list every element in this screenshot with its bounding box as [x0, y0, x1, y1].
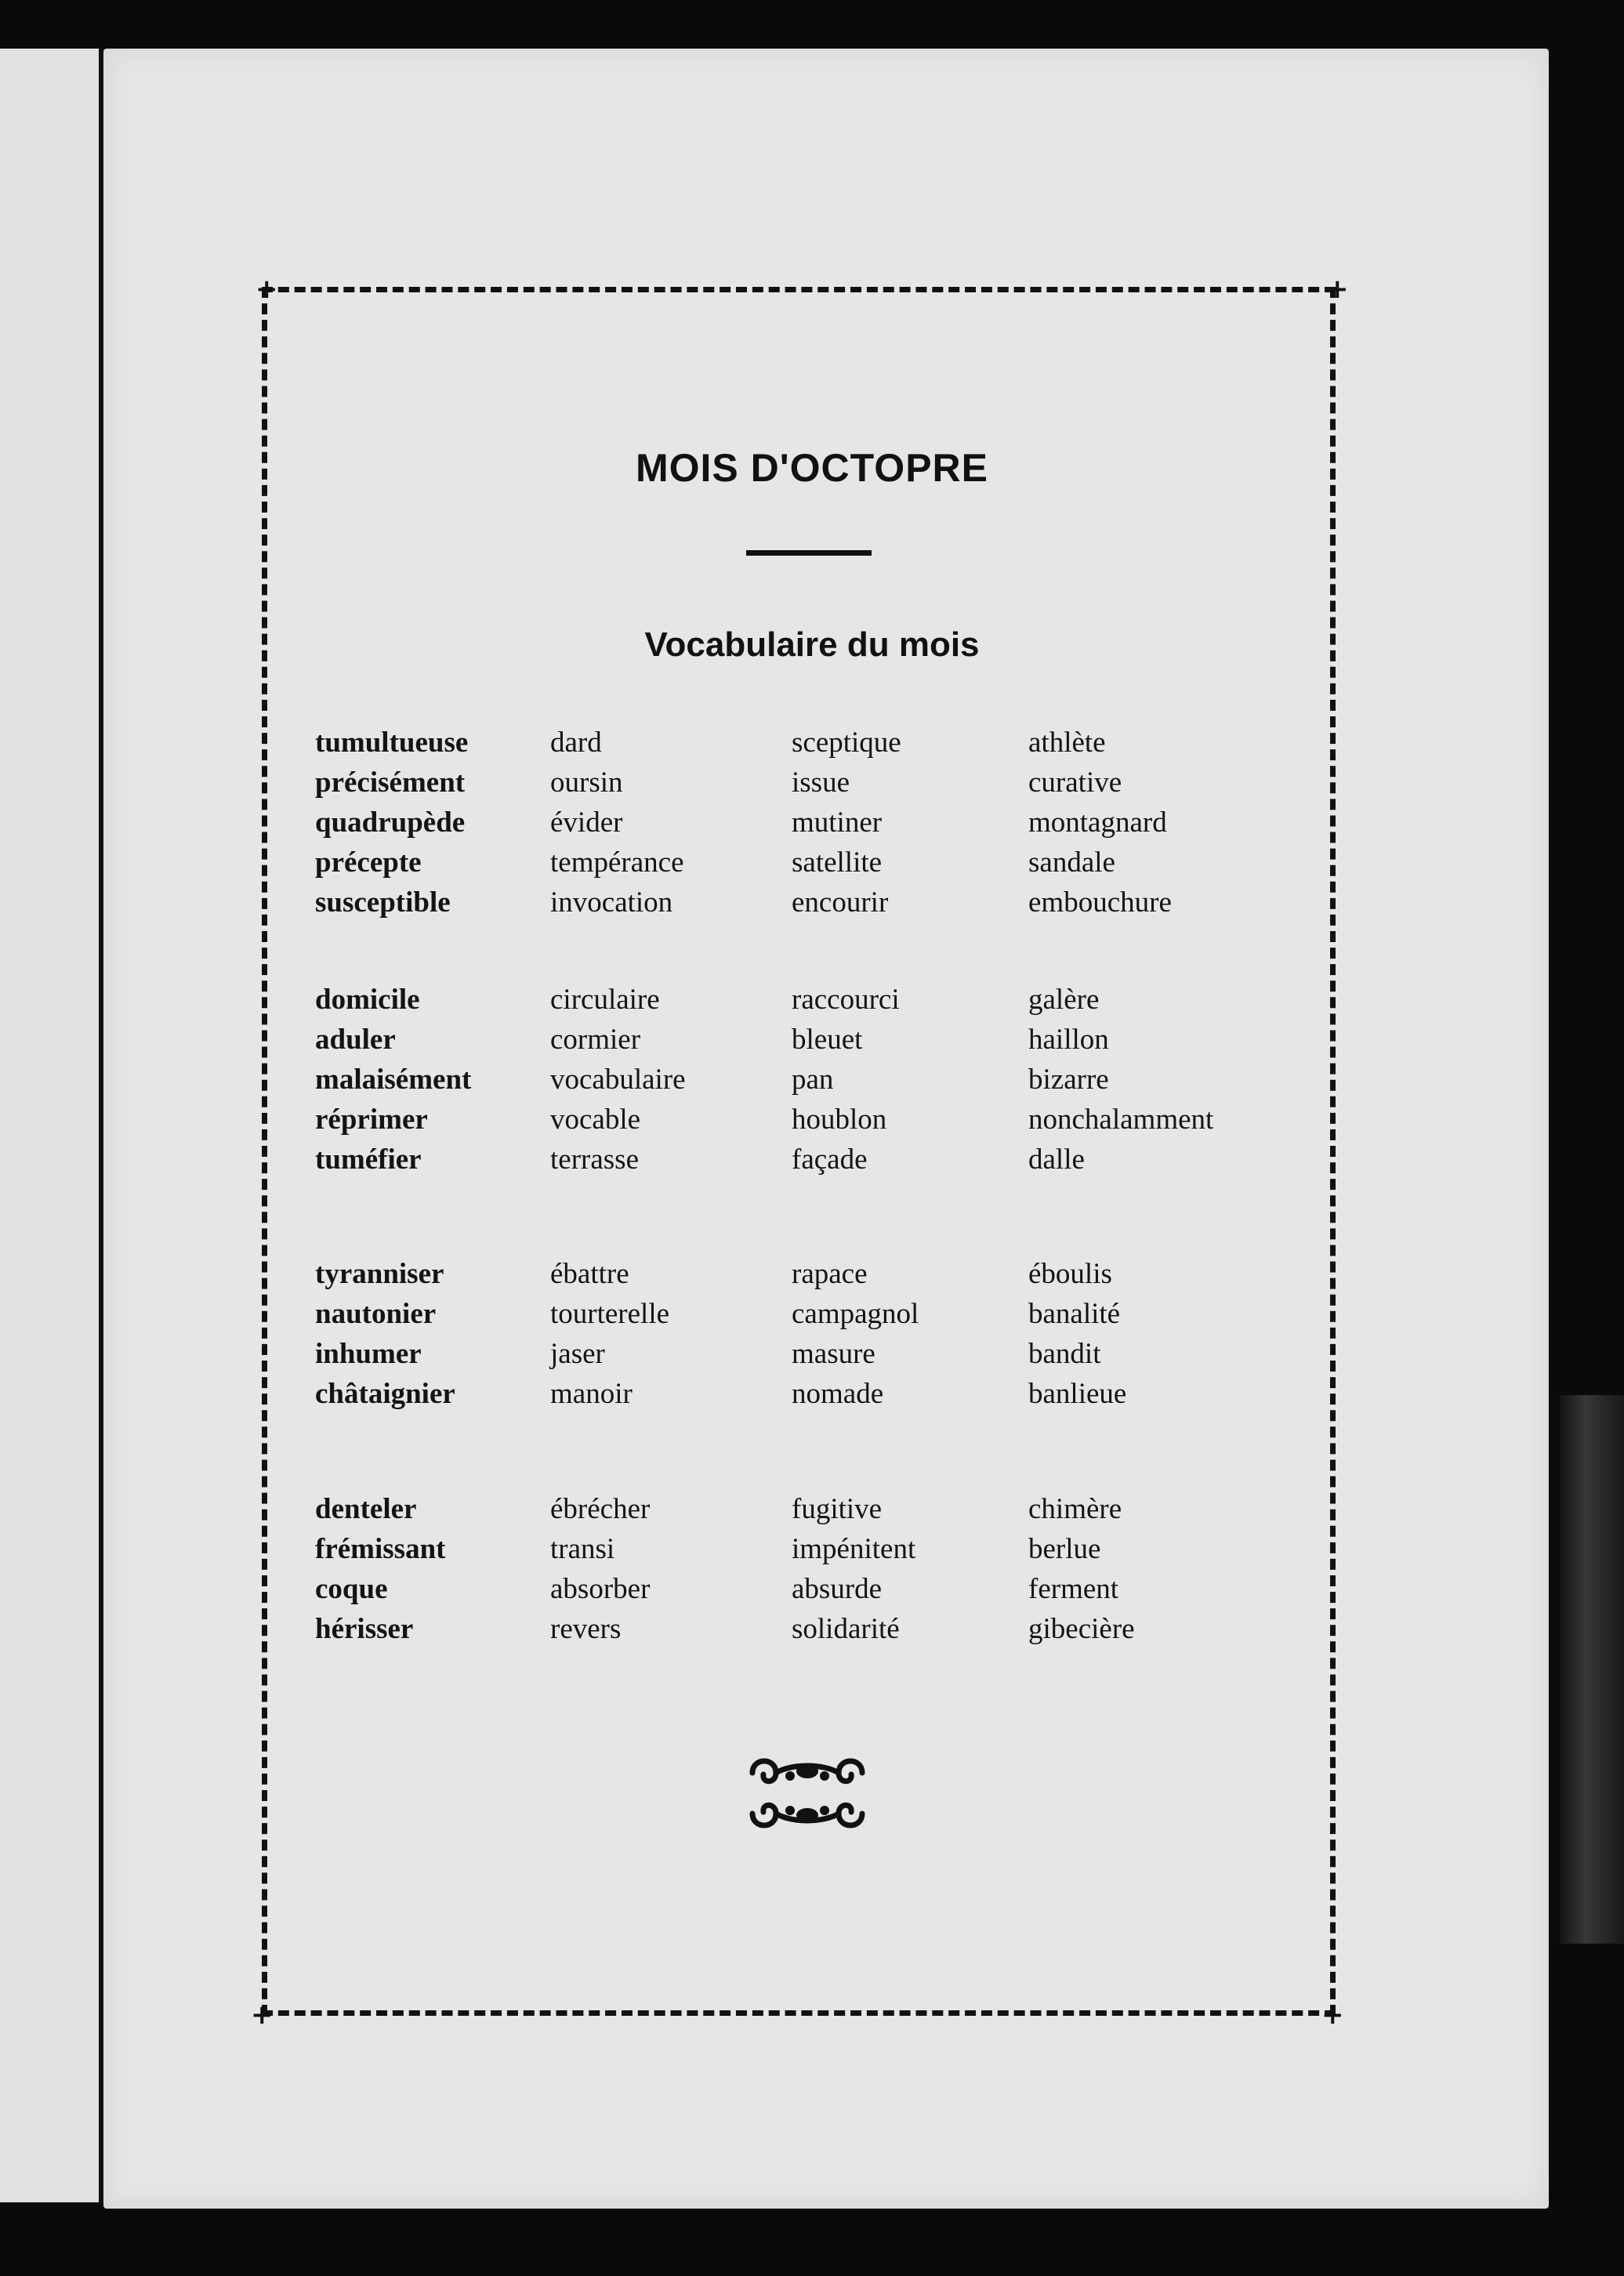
- vocabulary-word: circulaire: [550, 984, 660, 1016]
- page-title: MOIS D'OCTOPRE: [635, 446, 988, 490]
- page-subtitle: Vocabulaire du mois: [644, 625, 980, 664]
- vocabulary-word: châtaignier: [315, 1378, 455, 1410]
- vocabulary-word: bleuet: [792, 1024, 863, 1056]
- vocabulary-word: tuméfier: [315, 1143, 422, 1176]
- scroll-ornament-icon: [745, 1749, 870, 1837]
- vocabulary-word: invocation: [550, 886, 673, 919]
- vocabulary-word: dalle: [1028, 1143, 1085, 1176]
- vocabulary-word: domicile: [315, 984, 420, 1016]
- vocabulary-word: terrasse: [550, 1143, 639, 1176]
- vocabulary-word: absurde: [792, 1573, 883, 1605]
- vocabulary-word: banlieue: [1028, 1378, 1127, 1410]
- vocabulary-word: nomade: [792, 1378, 884, 1410]
- vocabulary-word: bandit: [1028, 1338, 1101, 1370]
- vocabulary-word: éboulis: [1028, 1258, 1112, 1290]
- corner-ornament-icon: +: [1326, 274, 1349, 305]
- vocabulary-word: ébrécher: [550, 1493, 651, 1525]
- vocabulary-word: réprimer: [315, 1104, 428, 1136]
- vocabulary-word: évider: [550, 806, 623, 839]
- vocabulary-word: transi: [550, 1533, 615, 1565]
- vocabulary-word: mutiner: [792, 806, 883, 839]
- vocabulary-word: houblon: [792, 1104, 887, 1136]
- vocabulary-word: façade: [792, 1143, 868, 1176]
- vocabulary-word: campagnol: [792, 1298, 919, 1330]
- vocabulary-word: curative: [1028, 767, 1122, 799]
- vocabulary-word: issue: [792, 767, 850, 799]
- previous-page-edge: [0, 49, 103, 2202]
- corner-ornament-icon: +: [256, 274, 278, 305]
- vocabulary-word: berlue: [1028, 1533, 1101, 1565]
- vocabulary-word: vocable: [550, 1104, 641, 1136]
- vocabulary-word: manoir: [550, 1378, 633, 1410]
- vocabulary-word: frémissant: [315, 1533, 446, 1565]
- vocabulary-word: quadrupède: [315, 806, 466, 839]
- vocabulary-word: sceptique: [792, 727, 901, 759]
- vocabulary-word: fugitive: [792, 1493, 883, 1525]
- vocabulary-word: nonchalamment: [1028, 1104, 1214, 1136]
- vocabulary-word: absorber: [550, 1573, 651, 1605]
- vocabulary-word: aduler: [315, 1024, 396, 1056]
- vocabulary-word: précepte: [315, 846, 422, 879]
- vocabulary-word: solidarité: [792, 1613, 900, 1645]
- vocabulary-word: susceptible: [315, 886, 451, 919]
- vocabulary-word: masure: [792, 1338, 875, 1370]
- vocabulary-word: nautonier: [315, 1298, 437, 1330]
- vocabulary-word: tourterelle: [550, 1298, 670, 1330]
- vocabulary-word: inhumer: [315, 1338, 422, 1370]
- vocabulary-word: raccourci: [792, 984, 900, 1016]
- vocabulary-word: banalité: [1028, 1298, 1121, 1330]
- vocabulary-word: athlète: [1028, 727, 1106, 759]
- vocabulary-word: pan: [792, 1064, 834, 1096]
- vocabulary-word: haillon: [1028, 1024, 1109, 1056]
- vocabulary-word: hérisser: [315, 1613, 414, 1645]
- vocabulary-word: tempérance: [550, 846, 684, 879]
- scan-shadow: [1560, 1395, 1624, 1944]
- vocabulary-word: embouchure: [1028, 886, 1172, 919]
- vocabulary-word: oursin: [550, 767, 623, 799]
- vocabulary-word: galère: [1028, 984, 1100, 1016]
- vocabulary-word: montagnard: [1028, 806, 1167, 839]
- vocabulary-word: bizarre: [1028, 1064, 1109, 1096]
- title-rule: [746, 550, 872, 556]
- vocabulary-word: dard: [550, 727, 602, 759]
- vocabulary-word: gibecière: [1028, 1613, 1135, 1645]
- vocabulary-word: revers: [550, 1613, 622, 1645]
- vocabulary-word: chimère: [1028, 1493, 1122, 1525]
- vocabulary-word: denteler: [315, 1493, 417, 1525]
- vocabulary-word: ferment: [1028, 1573, 1119, 1605]
- vocabulary-word: impénitent: [792, 1533, 916, 1565]
- vocabulary-word: tyranniser: [315, 1258, 444, 1290]
- vocabulary-word: encourir: [792, 886, 889, 919]
- vocabulary-word: malaisément: [315, 1064, 472, 1096]
- vocabulary-word: cormier: [550, 1024, 641, 1056]
- vocabulary-word: jaser: [550, 1338, 605, 1370]
- vocabulary-word: rapace: [792, 1258, 868, 1290]
- corner-ornament-icon: +: [251, 1999, 274, 2031]
- vocabulary-word: coque: [315, 1573, 388, 1605]
- vocabulary-word: ébattre: [550, 1258, 629, 1290]
- vocabulary-word: sandale: [1028, 846, 1115, 879]
- corner-ornament-icon: +: [1321, 1999, 1344, 2031]
- vocabulary-word: précisément: [315, 767, 466, 799]
- vocabulary-word: tumultueuse: [315, 727, 469, 759]
- vocabulary-word: satellite: [792, 846, 883, 879]
- vocabulary-word: vocabulaire: [550, 1064, 686, 1096]
